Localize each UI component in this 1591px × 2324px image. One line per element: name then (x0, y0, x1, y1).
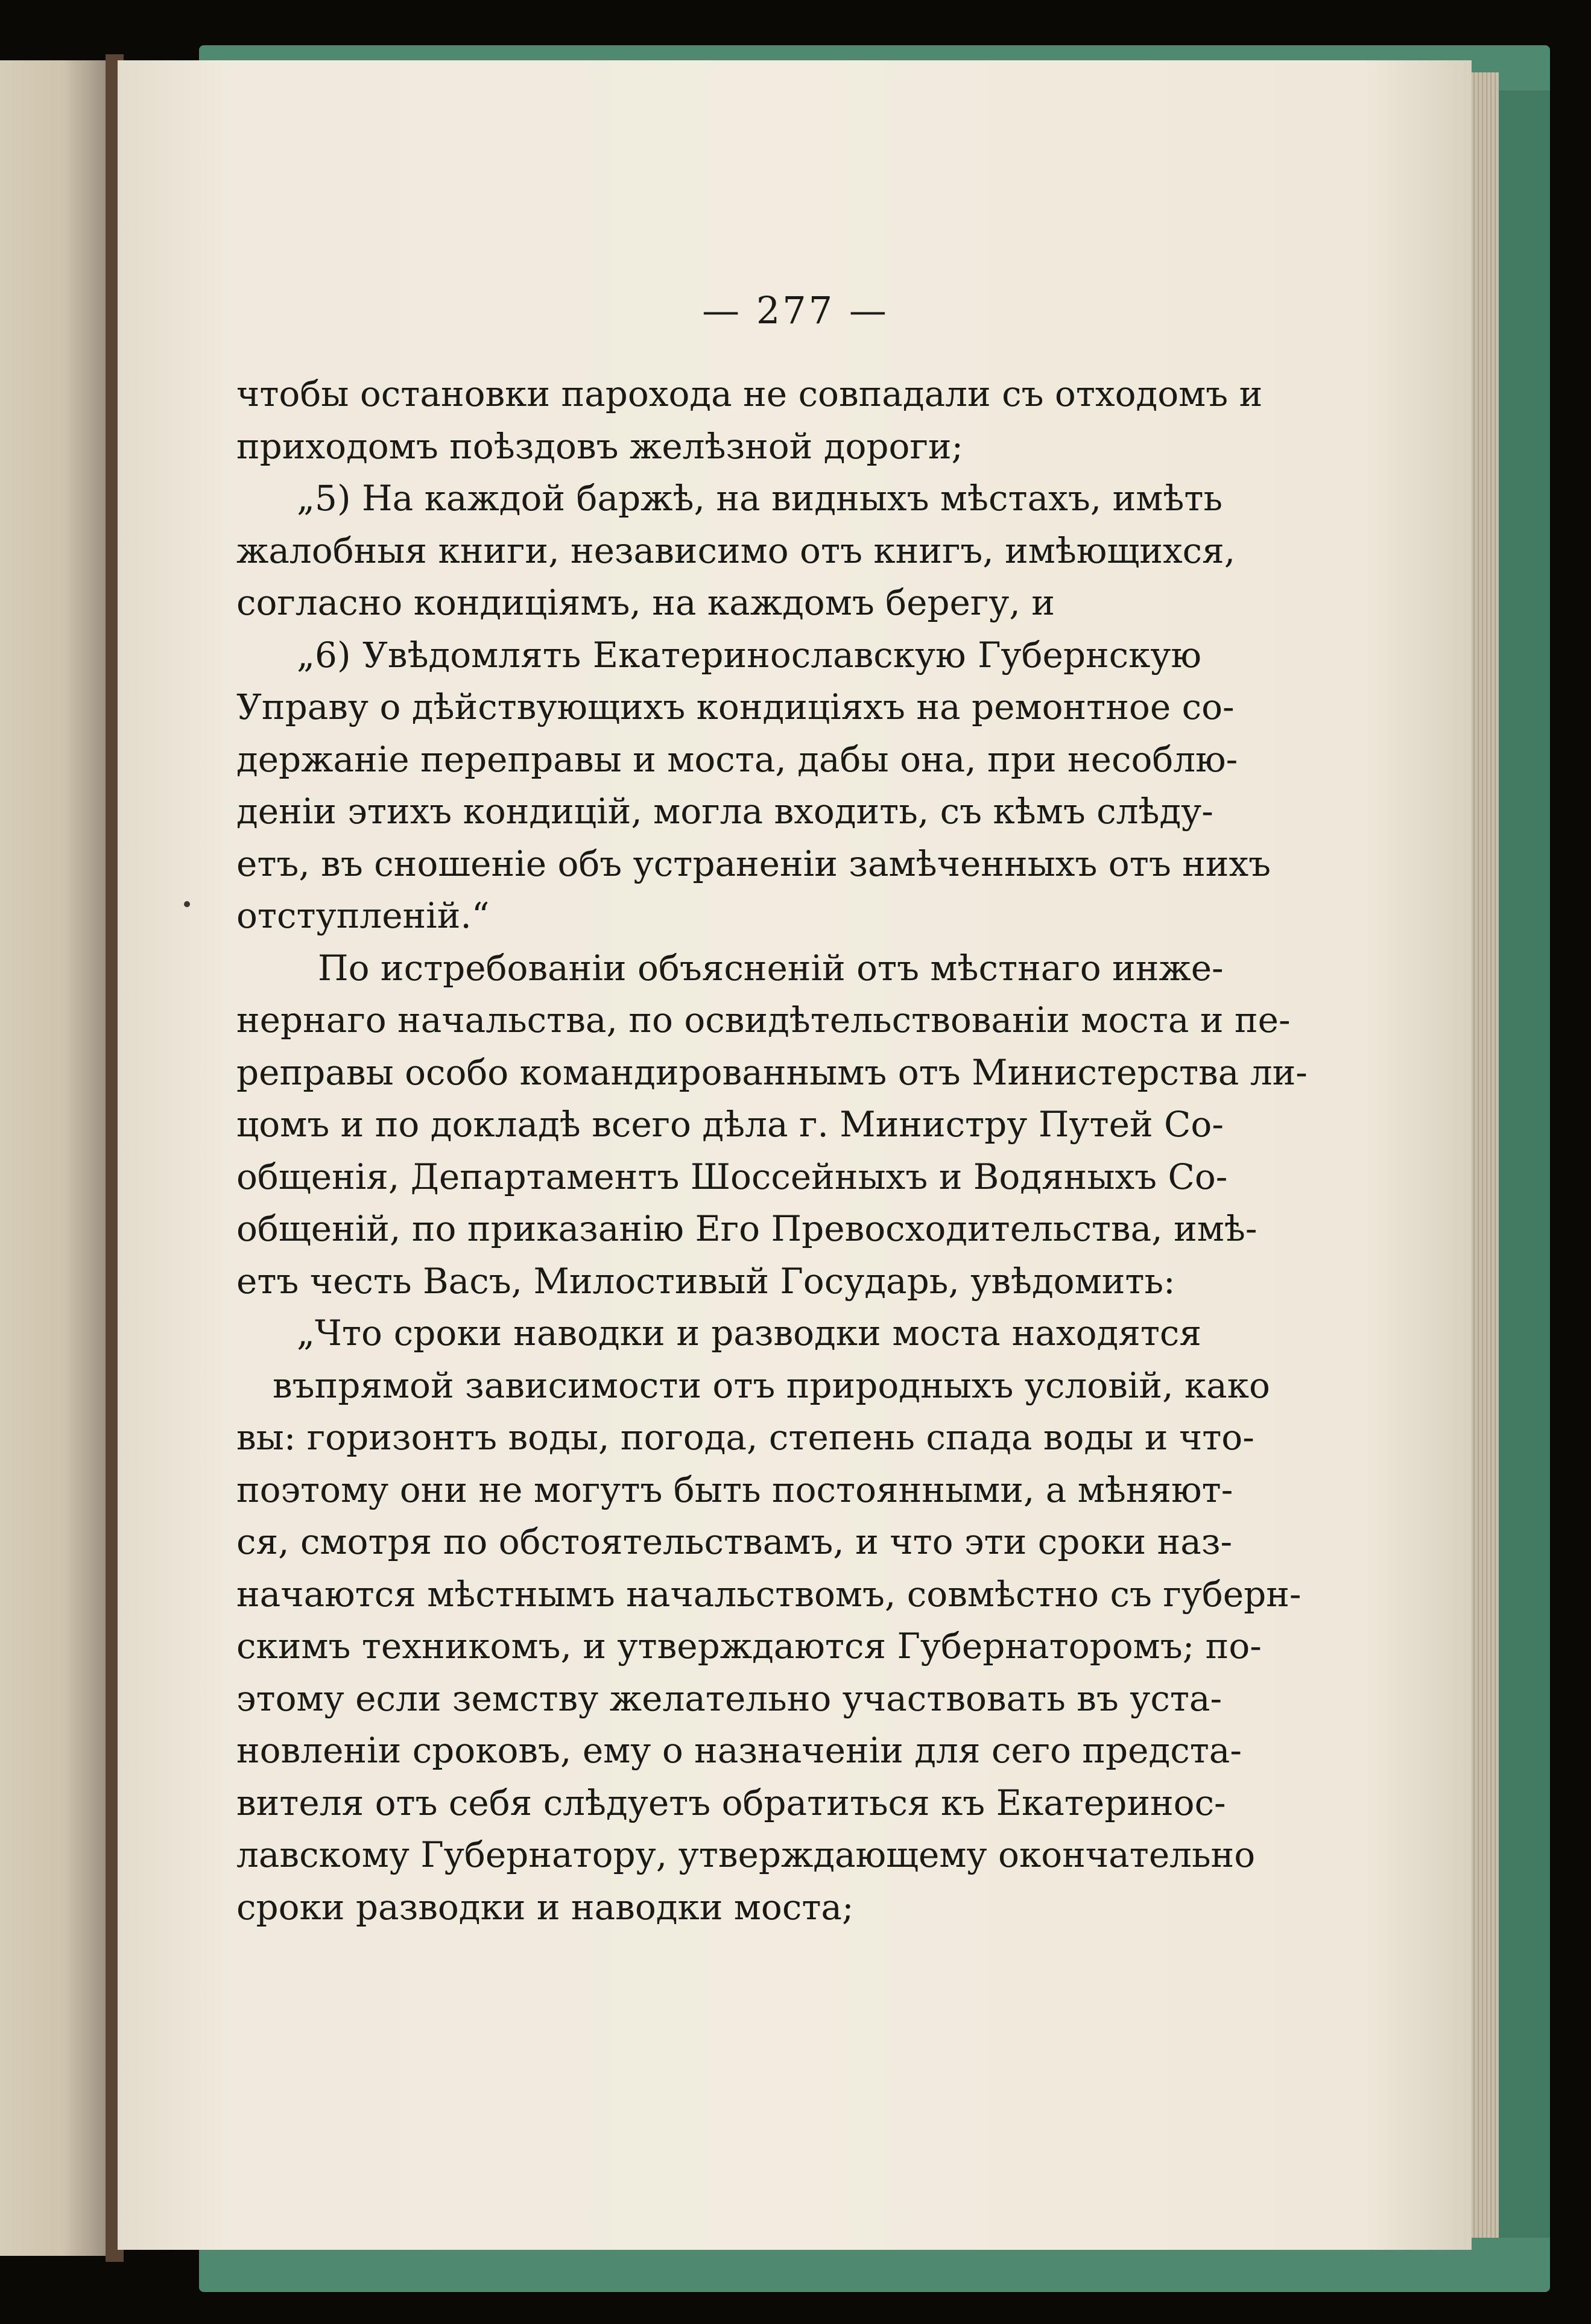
text-line: новленіи сроковъ, ему о назначеніи для сего предста- (236, 1730, 1242, 1771)
text-line: етъ, въ сношеніе объ устраненіи замѣченныхъ отъ нихъ (236, 843, 1271, 884)
margin-mark (184, 901, 190, 907)
text-line: етъ честь Васъ, Милостивый Государь, увѣдомить: (236, 1260, 1175, 1302)
text-line: ся, смотря по обстоятельствамъ, и что эти сроки наз- (236, 1521, 1233, 1562)
text-line: чтобы остановки парохода не совпадали съ отходомъ и (236, 373, 1263, 414)
text-line: нернаго начальства, по освидѣтельствованіи моста и пе- (236, 999, 1291, 1040)
text-line: вы: горизонтъ воды, погода, степень спада воды и что- (236, 1417, 1254, 1458)
text-line: „Что сроки наводки и разводки моста находятся (297, 1312, 1201, 1354)
text-line: лавскому Губернатору, утверждающему окончательно (236, 1834, 1256, 1875)
text-line: сроки разводки и наводки моста; (236, 1886, 854, 1928)
text-line: вителя отъ себя слѣдуетъ обратиться къ Екатеринос- (236, 1782, 1226, 1823)
text-line: начаются мѣстнымъ начальствомъ, совмѣстно съ губерн- (236, 1573, 1302, 1615)
text-line: жалобныя книги, независимо отъ книгъ, имѣющихся, (236, 530, 1236, 571)
body-text (236, 368, 1308, 1933)
text-line: общеній, по приказанію Его Превосходительства, имѣ- (236, 1208, 1257, 1249)
text-line: „5) На каждой баржѣ, на видныхъ мѣстахъ, имѣть (297, 478, 1223, 519)
text-line: По истребованіи объясненій отъ мѣстнаго инже- (318, 947, 1224, 989)
text-line: Управу о дѣйствующихъ кондиціяхъ на ремонтное со- (236, 686, 1235, 727)
text-line: деніи этихъ кондицій, могла входить, съ кѣмъ слѣду- (236, 791, 1213, 832)
text-line: цомъ и по докладѣ всего дѣла г. Министру Путей Со- (236, 1104, 1224, 1145)
text-line: въпрямой зависимости отъ природныхъ условій, како (273, 1364, 1270, 1406)
text-line: этому если земству желательно участвовать въ уста- (236, 1677, 1223, 1719)
book-cover-edge (1496, 90, 1550, 2238)
text-line: „6) Увѣдомлять Екатеринославскую Губернскую (297, 634, 1201, 676)
page-number: — 277 — (702, 288, 889, 332)
text-line: общенія, Департаментъ Шоссейныхъ и Водяныхъ Со- (236, 1156, 1228, 1197)
text-line: согласно кондиціямъ, на каждомъ берегу, и (236, 582, 1055, 623)
text-line: поэтому они не могутъ быть постоянными, а мѣняют- (236, 1469, 1233, 1510)
text-line: реправы особо командированнымъ отъ Министерства ли- (236, 1051, 1308, 1093)
text-line: скимъ техникомъ, и утверждаются Губернаторомъ; по- (236, 1626, 1262, 1667)
left-facing-page (0, 60, 106, 2256)
text-line: отступленій.“ (236, 895, 490, 936)
text-line: приходомъ поѣздовъ желѣзной дороги; (236, 425, 964, 467)
text-line: держаніе переправы и моста, дабы она, при несоблю- (236, 738, 1238, 780)
